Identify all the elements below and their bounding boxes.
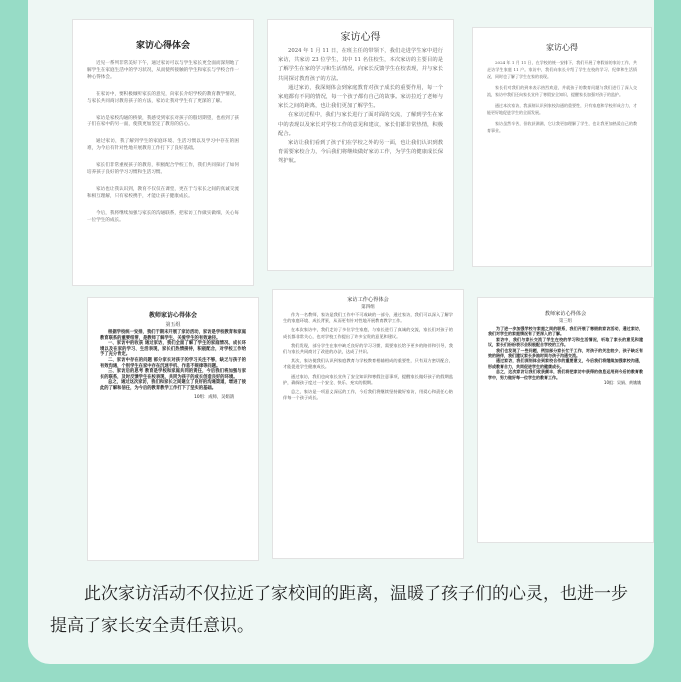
document-paragraph: 今后，我将继续加强与家长的沟通联系，把家访工作做实做细，关心每一位学生的成长。 <box>87 210 239 223</box>
document-scan-4 <box>88 298 258 560</box>
document-paragraph: 2024 年 1 月 11 日，在班主任的带领下，我们走进学生家中进行家访，共家访 23 位学生，其中 11 名住校生，本次家访的主要目的是了解学生在家的学习和生活情况，向家长反馈学生在校表现，并与家长共同探讨教育孩子的方法。 <box>278 48 443 82</box>
document-paragraph: 在本次家访中，我们走访了多位学生家庭，与家长进行了真诚的交流，家长们对孩子的成长都非常关心，也对学校工作提出了许多宝贵的意见和建议。 <box>283 327 453 339</box>
document-scan-3 <box>473 28 651 266</box>
document-subtitle: 第五组 <box>165 322 181 328</box>
document-subtitle: 第三组 <box>559 319 572 324</box>
document-paragraph: 通过本次家访，我深刻认识到家校沟通的重要性，只有家庭和学校形成合力，才能更好地促进学生的全面发展。 <box>487 103 637 115</box>
document-paragraph: 一、家访中的收获 通过家访，我们全面了解了学生的家庭情况、成长环境以及在家的学习、生活表现，家长们热情接待，积极配合，对学校工作给予了充分肯定。 <box>100 341 246 358</box>
document-paragraph: 总之，通过这次家访，我们和家长之间建立了良好的沟通渠道，增进了彼此的了解和信任，为今后的教育教学工作打下了坚实的基础。 <box>100 380 246 391</box>
document-scan-5 <box>273 290 463 558</box>
document-paragraph: 通过家访，我了解到学生的家庭环境、生活习惯以及学习中存在的困难，为今后有针对性地开展教育工作打下了良好基础。 <box>87 139 239 152</box>
document-paragraph: 为了进一步加强学校与家庭之间的联系，我们开展了寒假前家访活动，通过家访，我们对学生的家庭情况有了更深入的了解。 <box>488 326 643 337</box>
document-paragraph: 通过家访，我们深刻体会到家校合作的重要意义，今后我们将继续加强家校沟通，形成教育合力，共同促进学生的健康成长。 <box>488 358 643 369</box>
document-paragraph: 三、家访后的思考 教育是学校和家庭共同的责任，今后我们将加强与家长的联系，及时反馈学生在校表现，共同为孩子的成长创造良好的环境。 <box>100 369 246 380</box>
content-card <box>28 0 654 664</box>
document-paragraph: 二、家访中存在的问题 部分家长对孩子的学习关注不够，缺乏与孩子的有效沟通，个别学生在家中存在沉迷手机、作息不规律等问题。 <box>100 357 246 369</box>
document-subtitle: 第四组 <box>361 305 375 310</box>
document-paragraph: 家访是家校沟通的桥梁，我感受到家长对孩子的殷切期望，也看到了孩子们在家中的另一面，使我更加坚定了教育的信心。 <box>87 115 239 128</box>
document-signature: 10组：吴娟、黄娥娥 <box>603 380 641 386</box>
document-title: 家访心得体会 <box>135 41 190 51</box>
document-paragraph: 2024 年 1 月 11 日，在学校的统一安排下，我们开展了寒假前的家访工作，共走访学生家庭 11 户。家访中，我们向家长介绍了学生在校的学习、纪律和生活情况，同时也了解了学生在家的表现。 <box>487 60 637 79</box>
document-paragraph: 根据学校统一安排，我们于期末开展了家访活动，家访是学校教育和家庭教育联系的重要纽带，是教师了解学生、关爱学生的有效途径。 <box>100 330 246 341</box>
document-paragraph: 我们发现，部分学生在家中缺乏良好的学习习惯，需要家长给予更多的陪伴和引导，我们与家长共同商讨了改进的办法，达成了共识。 <box>283 342 453 355</box>
document-paragraph: 家访中，我们与家长交流了学生在校的学习和生活情况，听取了家长的意见和建议，家长们纷纷表示会积极配合学校的工作。 <box>488 336 643 348</box>
document-paragraph: 家访让我们看到了孩子们在学校之外的另一面，也让我们认识到教育需要家校合力，今后我们将继续做好家访工作，为学生的健康成长保驾护航。 <box>278 140 443 165</box>
document-paragraph: 我们也发现了一些问题，例如部分家长忙于工作，对孩子的关注较少，孩子缺乏有效的陪伴，我们建议家长多抽时间与孩子沟通交流。 <box>488 347 643 359</box>
document-paragraph: 近见一系列非常美好下午，通过家访可以与学生家长更全面而深刻地了解学生在家庭生活中的学习状况，从而使所接触的学生和家长与学校合作一种心得体会。 <box>87 61 239 80</box>
document-paragraph: 在家访过程中，我们与家长进行了面对面的交流，了解到学生在家中的表现以及家长对学校工作的意见和建议，家长们都非常热情，积极配合。 <box>278 112 443 137</box>
document-paragraph: 家访虽然辛苦，但收获满满，它让我更加理解了学生，也让我更加热爱自己的教育事业。 <box>487 121 637 133</box>
document-paragraph: 通过家访，我们也向家长宣传了安全知识和寒假注意事项，提醒家长做好孩子的假期监护，确保孩子度过一个安全、快乐、充实的假期。 <box>283 373 453 385</box>
document-signature: 10组：成师、吴娟鸽 <box>194 394 234 400</box>
document-paragraph: 在家访中，要积极倾听家长的意见，向家长介绍学校的教育教学情况，与家长共同商讨教育孩子的方法，家访让我对学生有了更深的了解。 <box>87 91 239 104</box>
document-paragraph: 作为一名教师，家访是我们工作中不可或缺的一部分，通过家访，我们可以深入了解学生的家庭环境、成长背景，从而更有针对性地开展教育教学工作。 <box>283 312 453 324</box>
article-caption: 此次家访活动不仅拉近了家校间的距离，温暖了孩子们的心灵，也进一步提高了家长安全责任意识。 <box>50 584 628 636</box>
document-paragraph: 总之，这次家访让我们收获颇丰，我们将把家访中获得的信息运用到今后的教育教学中，努力做好每一位学生的教育工作。 <box>488 369 643 380</box>
document-scan-6 <box>478 298 653 542</box>
document-title: 教师家访心得体会 <box>148 312 197 319</box>
document-paragraph: 其次，家访使我们认识到家庭教育与学校教育相辅相成的重要性，只有双方密切配合，才能促进学生健康成长。 <box>283 358 453 370</box>
document-paragraph: 家访也让我认识到，教育不仅仅在课堂，更在于与家长之间的真诚交流和相互理解，只有家校携手，才能让孩子健康成长。 <box>87 186 239 199</box>
document-scan-2 <box>268 20 453 270</box>
document-scan-1 <box>73 20 253 285</box>
document-title: 教师家访心得体会 <box>544 311 587 317</box>
document-title: 家访心得 <box>546 43 578 52</box>
document-paragraph: 家长们非常重视孩子的教育，积极配合学校工作，我们共同探讨了如何培养孩子良好的学习习惯和生活习惯。 <box>87 163 239 176</box>
document-paragraph: 总之，家访是一项意义深远的工作，今后我们将继续坚持做好家访，用爱心和责任心陪伴每一个孩子成长。 <box>283 389 453 401</box>
document-title: 家访工作心得体会 <box>347 297 389 303</box>
document-paragraph: 家长们对我们的到来表示热烈欢迎，并就孩子的教育问题与我们进行了深入交流，家访中我们还向家长宣传了寒假安全知识，提醒家长加强对孩子的监护。 <box>487 85 637 97</box>
document-paragraph: 通过家访，我深刻体会到家庭教育对孩子成长的重要作用，每一个家庭都有不同的情况，每一个孩子都有自己的故事。家访拉近了老师与家长之间的距离，也让我们更加了解学生。 <box>278 84 443 110</box>
document-title: 家访心得 <box>340 32 381 43</box>
